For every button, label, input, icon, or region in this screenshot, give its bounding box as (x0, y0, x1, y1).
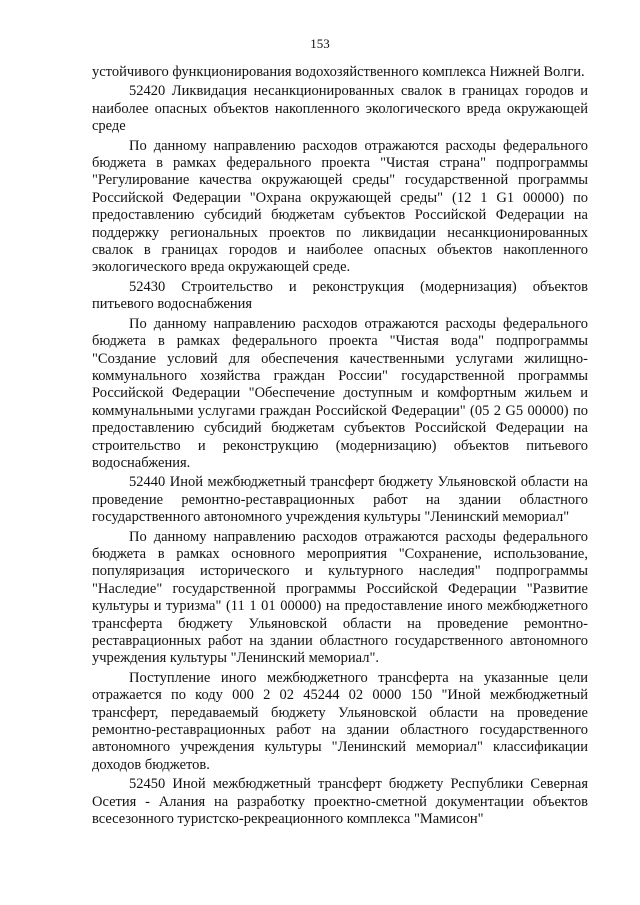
section-heading-52430: 52430 Строительство и реконструкция (модернизация) объектов питьевого водоснабжения (92, 278, 588, 313)
paragraph-continuation: устойчивого функционирования водохозяйственного комплекса Нижней Волги. (92, 64, 585, 80)
paragraph-52440-revenue: Поступление иного межбюджетного трансферта на указанные цели отражается по коду 000 2 02 45244 02 0000 150 "Иной межбюджетный трансферт, передаваемый бюджету Ульяновской области на проведение ремонтно-реставрационных работ на здании областного государственного автономного учреждения культуры "Ленинский мемориал" классификации доходов бюджетов. (92, 669, 588, 773)
paragraph-52430-description: По данному направлению расходов отражаются расходы федерального бюджета в рамках федерального проекта "Чистая вода" подпрограммы "Создание условий для обеспечения качественными услугами жилищно-коммунального хозяйства граждан России" государственной программы Российской Федерации "Обеспечение доступным и комфортным жильем и коммунальными услугами граждан Российской Федерации" (05 2 G5 00000) по предоставлению субсидий бюджетам субъектов Российской Федерации на строительство и реконструкцию (модернизацию) объектов питьевого водоснабжения. (92, 315, 588, 471)
section-heading-52450: 52450 Иной межбюджетный трансферт бюджету Республики Северная Осетия - Алания на разработку проектно-сметной документации объектов всесезонного туристско-рекреационного комплекса "Мамисон" (92, 776, 588, 828)
section-heading-52440: 52440 Иной межбюджетный трансферт бюджету Ульяновской области на проведение ремонтно-реставрационных работ на здании областного государственного автономного учреждения культуры "Ленинский мемориал" (92, 474, 588, 526)
section-heading-52420: 52420 Ликвидация несанкционированных свалок в границах городов и наиболее опасных объектов накопленного экологического вреда окружающей среде (92, 83, 588, 135)
document-body (92, 64, 588, 830)
paragraph-52440-description: По данному направлению расходов отражаются расходы федерального бюджета в рамках основного мероприятия "Сохранение, использование, популяризация исторического и культурного наследия" подпрограммы "Наследие" государственной программы Российской Федерации "Развитие культуры и туризма" (11 1 01 00000) на предоставление иного межбюджетного трансферта бюджету Ульяновской области на проведение ремонтно-реставрационных работ на здании областного государственного автономного учреждения культуры "Ленинский мемориал". (92, 528, 588, 667)
page-number: 153 (310, 36, 330, 51)
paragraph-52420-description: По данному направлению расходов отражаются расходы федерального бюджета в рамках федерального проекта "Чистая страна" подпрограммы "Регулирование качества окружающей среды" государственной программы Российской Федерации "Охрана окружающей среды" (12 1 G1 00000) по предоставлению субсидий бюджетам субъектов Российской Федерации на поддержку региональных проектов по ликвидации несанкционированных свалок в границах городов и наиболее опасных объектов накопленного экологического вреда окружающей среде. (92, 137, 588, 276)
